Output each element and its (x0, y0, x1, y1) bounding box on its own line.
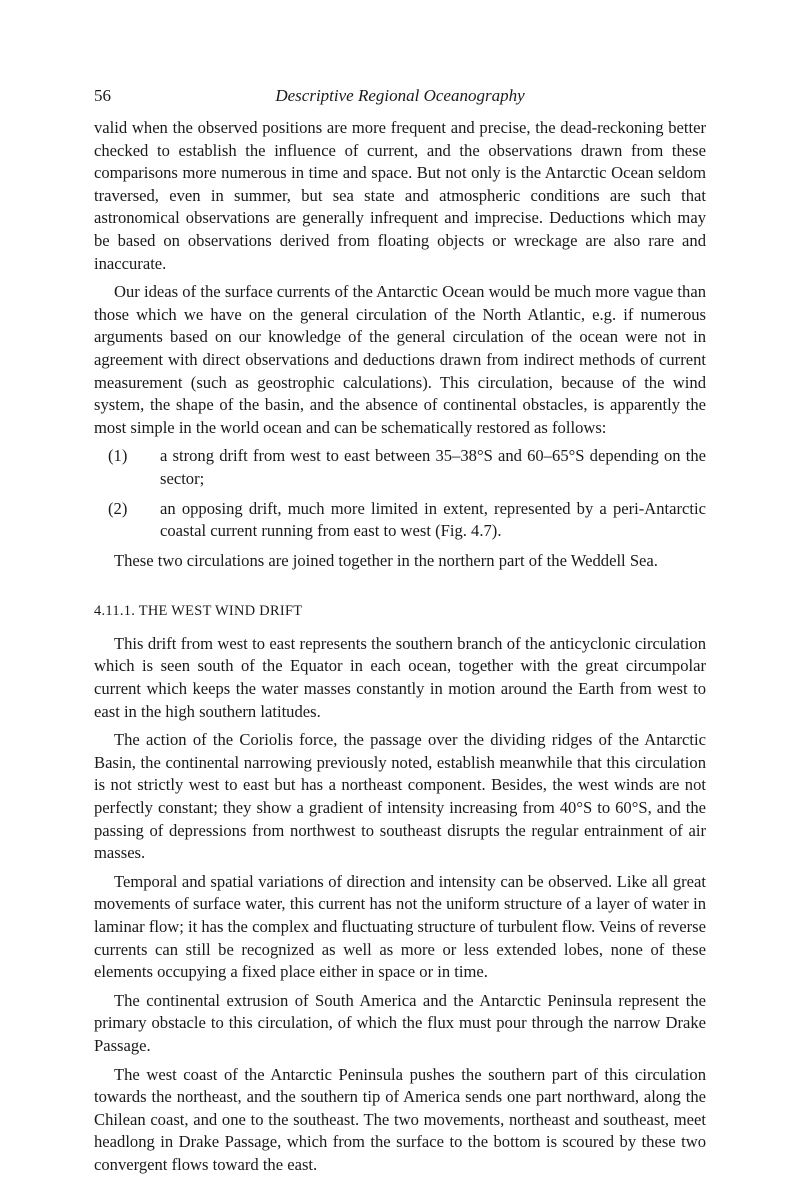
paragraph-surface-currents: Our ideas of the surface currents of the Antarctic Ocean would be much more vague than those which we have on the general circulation of the North Atlantic, e.g. if numerous arguments based on our knowledge of the general circulation of the ocean were not in agreement with direct observations and deductions drawn from indirect methods of current measurement (such as geostrophic calculations). This circulation, because of the wind system, the shape of the basin, and the absence of continental obstacles, is apparently the most simple in the world ocean and can be schematically restored as follows: (94, 282, 706, 437)
body-text (94, 117, 706, 1183)
circulation-list (94, 445, 706, 542)
page-header (94, 86, 706, 110)
list-item-text: a strong drift from west to east between 35–38°S and 60–65°S depending on the sector; (160, 446, 706, 488)
paragraph-drake-passage: The continental extrusion of South America and the Antarctic Peninsula represent the primary obstacle to this circulation, of which the flux must pour through the narrow Drake Passage. (94, 990, 706, 1055)
paragraph-variations: Temporal and spatial variations of direction and intensity can be observed. Like all great movements of surface water, this current has not the uniform structure of a layer of water in laminar flow; it has the complex and fluctuating structure of turbulent flow. Veins of reverse currents can still be recognized as well as more or less extended lobes, none of these elements occupying a fixed place either in space or in time. (94, 871, 706, 982)
paragraph-coriolis: The action of the Coriolis force, the passage over the dividing ridges of the Antarctic Basin, the continental narrowing previously noted, establish meanwhile that this circulation is not strictly west to east but has a northeast component. Besides, the west winds are not perfectly constant; they show a gradient of intensity increasing from 40°S to 60°S, and the passing of depressions from northwest to southeast disrupts the regular entrainment of air masses. (94, 730, 706, 863)
running-head: Descriptive Regional Oceanography (275, 86, 525, 105)
paragraph-west-coast: The west coast of the Antarctic Peninsula pushes the southern part of this circulation towards the northeast, and the southern tip of America sends one part northward, along the Chilean coast, and one to the southeast. The two movements, northeast and southeast, meet headlong in Drake Passage, which from the surface to the bottom is scoured by these two convergent flows toward the east. (94, 1064, 706, 1174)
list-item-text: an opposing drift, much more limited in extent, represented by a peri-Antarctic coastal current running from east to west (Fig. 4.7). (160, 498, 706, 541)
paragraph-continued: valid when the observed positions are more frequent and precise, the dead-reckoning better checked to establish the influence of current, and the observations drawn from these comparisons more numerous in time and space. But not only is the Antarctic Ocean seldom traversed, even in summer, but sea state and atmospheric conditions are such that astronomical observations are generally infrequent and imprecise. Deductions which may be based on observations derived from floating objects or wreckage are also rare and inaccurate. (94, 118, 706, 273)
section-heading: 4.11.1. THE WEST WIND DRIFT (94, 603, 303, 620)
paragraph-weddell-sea: These two circulations are joined together in the northern part of the Weddell Sea. (114, 550, 658, 570)
list-item-number: (1) (108, 446, 128, 466)
list-item-number: (2) (108, 498, 128, 518)
page-number: 56 (94, 86, 111, 105)
list-item (108, 498, 706, 543)
paragraph-drift-description: This drift from west to east represents the southern branch of the anticyclonic circulation which is seen south of the Equator in each ocean, together with the great circumpolar current which keeps the water masses constantly in motion around the Earth from west to east in the high southern latitudes. (94, 633, 706, 721)
list-item (108, 445, 706, 490)
